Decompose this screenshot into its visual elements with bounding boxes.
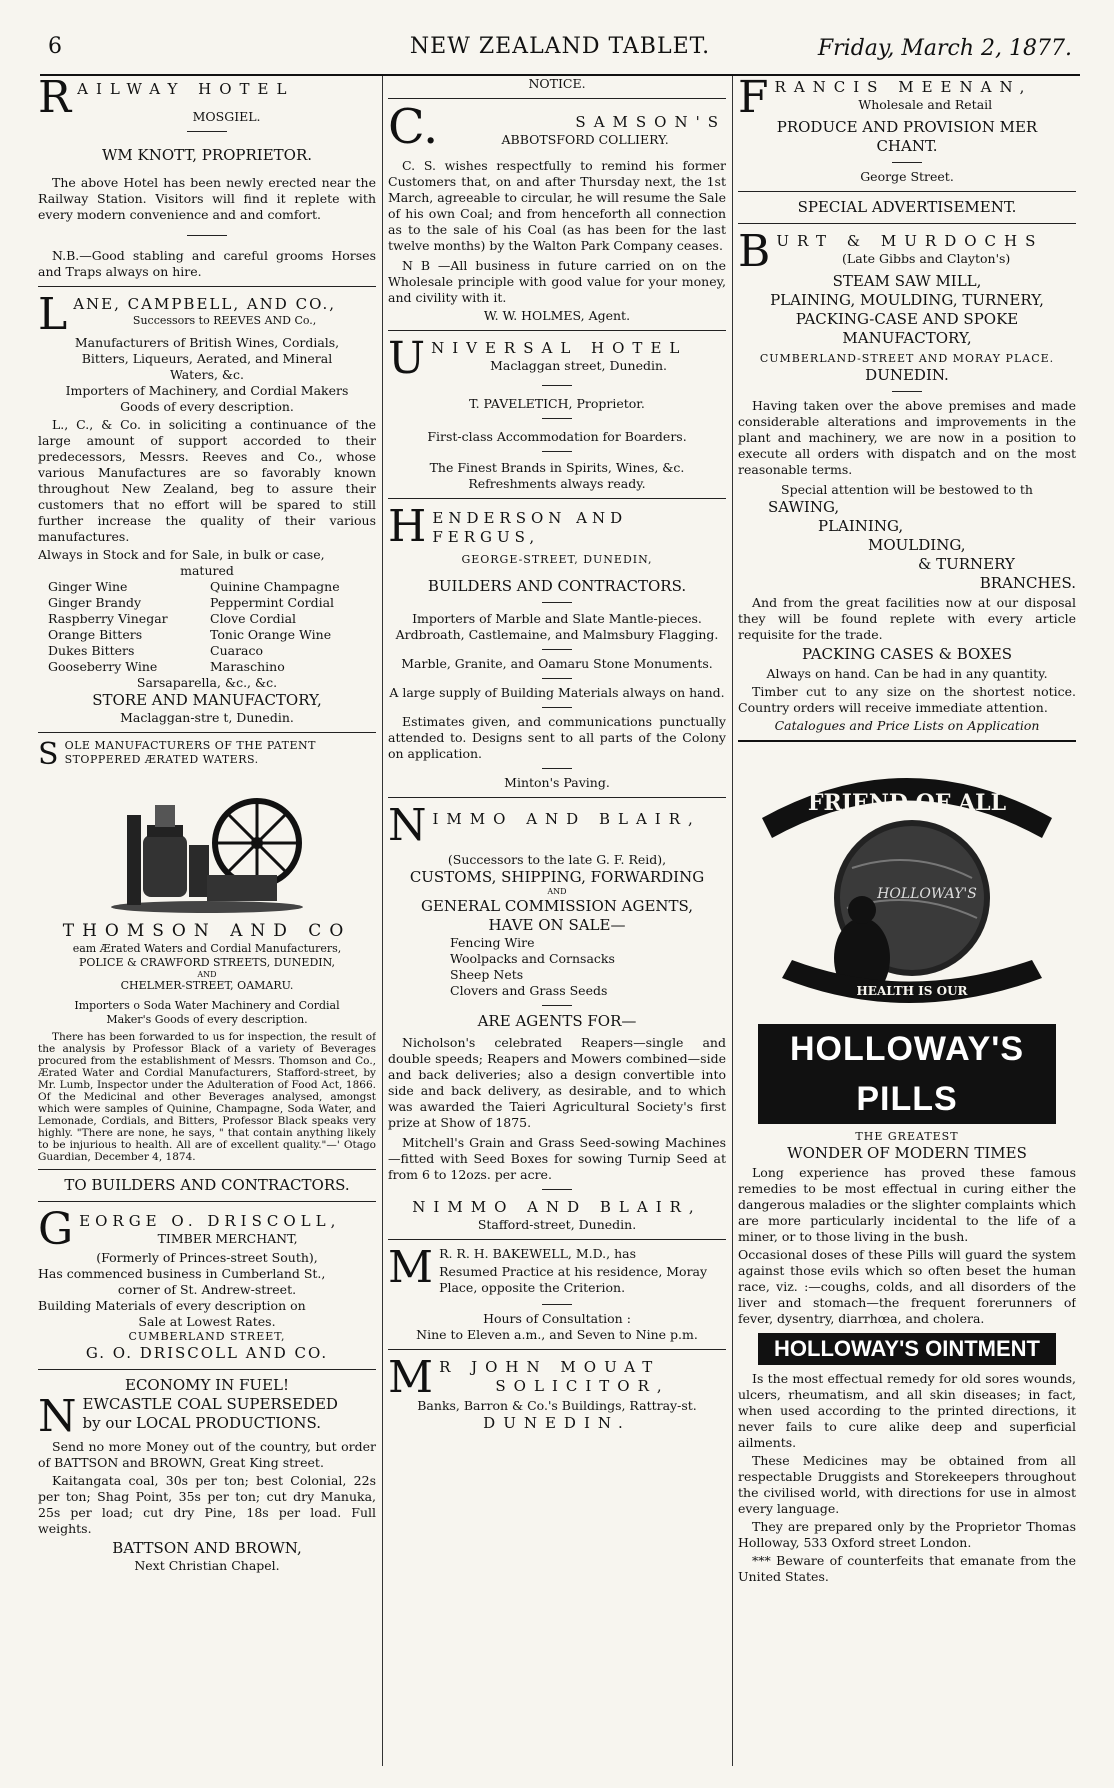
- ad-subtitle: ABBOTSFORD COLLIERY.: [501, 132, 669, 147]
- banner-bottom-text: HEALTH IS OUR: [856, 984, 968, 998]
- ad-line: DUNEDIN.: [865, 366, 949, 384]
- ad-warning: *** Beware of counterfeits that emanate from the United States.: [738, 1553, 1076, 1584]
- ad-title: R. R. H. BAKEWELL, M.D., has: [439, 1246, 637, 1261]
- company-name: NIMMO AND BLAIR,: [412, 1198, 702, 1216]
- ad-line: AND: [197, 970, 217, 979]
- proprietor: T. PAVELETICH, Proprietor.: [469, 396, 645, 411]
- list-item: Clovers and Grass Seeds: [450, 983, 608, 998]
- ad-line: PACKING-CASE AND SPOKE: [795, 310, 1019, 328]
- list-item: Tonic Orange Wine: [210, 627, 332, 642]
- ad-line: STEAM SAW MILL,: [832, 272, 982, 290]
- ad-subtitle: BUILDERS AND CONTRACTORS.: [427, 577, 687, 595]
- drop-cap: M: [388, 1352, 434, 1403]
- company-name: BATTSON AND BROWN,: [112, 1539, 302, 1557]
- ad-nb: N.B.—Good stabling and careful grooms Horses and Traps always on hire.: [38, 248, 376, 279]
- ad-mouat: [388, 1352, 726, 1433]
- ad-line: Bitters, Liqueurs, Aerated, and Mineral: [81, 351, 333, 366]
- ad-line: Importers o Soda Water Machinery and Cordial: [74, 999, 340, 1012]
- ad-title: AILWAY HOTEL: [77, 80, 295, 98]
- banner-top-text: FRIEND OF ALL: [807, 790, 1007, 816]
- list-item: Quinine Champagne: [210, 579, 340, 594]
- ad-body: They are prepared only by the Proprietor Thomas Holloway, 533 Oxford street London.: [738, 1519, 1076, 1550]
- ad-line: A large supply of Building Materials always on hand.: [389, 685, 725, 700]
- column-1: [38, 76, 376, 1766]
- drop-cap: B: [738, 226, 771, 277]
- ad-thomson: [38, 739, 376, 1163]
- list-item: Gooseberry Wine: [48, 659, 158, 674]
- ad-line: First-class Accommodation for Boarders.: [427, 429, 687, 444]
- list-item: Cuaraco: [210, 643, 264, 658]
- section-heading: ECONOMY IN FUEL!: [125, 1376, 289, 1394]
- ad-line: HAVE ON SALE—: [488, 916, 626, 934]
- ad-line: PRODUCE AND PROVISION MER: [776, 118, 1038, 136]
- proprietor: WM KNOTT, PROPRIETOR.: [101, 146, 313, 164]
- ad-line: POLICE & CRAWFORD STREETS, DUNEDIN,: [78, 956, 336, 969]
- ad-line: eam Ærated Waters and Cordial Manufacturers,: [72, 942, 342, 955]
- drop-cap: M: [388, 1242, 434, 1293]
- ad-address: GEORGE-STREET, DUNEDIN,: [461, 553, 653, 566]
- issue-date: Friday, March 2, 1877.: [817, 36, 1072, 61]
- holloways-pills-title: HOLLOWAY'S PILLS: [758, 1024, 1056, 1124]
- ad-driscoll: [38, 1204, 376, 1363]
- ad-body: L., C., & Co. in soliciting a continuance of the large amount of support accorded to their predecessors, Messrs. Reeves and Co., whose various Manufactures are so favorably known throughout New Zealand, beg to assure their customers that no effort will be spared to still further increase the quality of their various manufactures.: [38, 417, 376, 544]
- ad-line: MANUFACTORY,: [842, 329, 972, 347]
- section-heading: SPECIAL ADVERTISEMENT.: [797, 198, 1017, 216]
- ad-railway-hotel: [38, 76, 376, 280]
- ad-title: ENDERSON AND FERGUS,: [432, 509, 628, 546]
- ad-subtitle: by our LOCAL PRODUCTIONS.: [82, 1414, 321, 1432]
- column-3: [738, 76, 1076, 1766]
- product-list: [38, 579, 376, 675]
- ad-line: Importers of Marble and Slate Mantle-pieces. Ardbroath, Castlemaine, and Malmsbury Flagging.: [395, 611, 719, 642]
- ad-line: Marble, Granite, and Oamaru Stone Monuments.: [401, 656, 713, 671]
- list-item: Raspberry Vinegar: [48, 611, 168, 626]
- ad-line: Minton's Paving.: [504, 775, 610, 790]
- page-number: 6: [48, 34, 62, 59]
- drop-cap: H: [388, 501, 427, 552]
- ad-title: OLE MANUFACTURERS OF THE PATENT STOPPERED ÆRATED WATERS.: [64, 739, 316, 766]
- company-name: THOMSON AND CO: [62, 921, 352, 941]
- ad-body: Timber cut to any size on the shortest notice. Country orders will receive immediate attention.: [738, 684, 1076, 715]
- ad-title: NIVERSAL HOTEL: [431, 339, 688, 357]
- list-item: Dukes Bitters: [48, 643, 135, 658]
- ad-body: And from the great facilities now at our disposal they will be found replete with every article requisite for the trade.: [738, 595, 1076, 642]
- ad-title: SAMSON'S: [575, 113, 726, 131]
- ad-line: Special attention will be bestowed to th: [781, 482, 1033, 497]
- ad-nb: N B —All business in future carried on on the Wholesale principle with good value for your money, and civility with it.: [388, 258, 726, 305]
- ad-place: MOSGIEL.: [192, 109, 261, 124]
- ad-title: URT & MURDOCHS: [776, 232, 1044, 250]
- drop-cap: U: [388, 333, 426, 384]
- ad-line: Catalogues and Price Lists on Application: [774, 718, 1040, 733]
- ad-address: Maclaggan-stre t, Dunedin.: [120, 710, 294, 725]
- drop-cap: R: [38, 76, 72, 123]
- holloways-ointment-title: HOLLOWAY'S OINTMENT: [758, 1333, 1056, 1365]
- ad-line: GENERAL COMMISSION AGENTS,: [420, 897, 694, 915]
- ad-title: R JOHN MOUAT: [439, 1358, 661, 1376]
- ad-line: The Finest Brands in Spirits, Wines, &c.: [429, 460, 685, 475]
- ad-subtitle: Successors to REEVES AND Co.,: [132, 314, 317, 327]
- list-item: Woolpacks and Cornsacks: [450, 951, 615, 966]
- ad-address: CUMBERLAND-STREET AND MORAY PLACE.: [759, 352, 1055, 365]
- ad-line: ARE AGENTS FOR—: [477, 1012, 637, 1030]
- ad-line: Importers of Machinery, and Cordial Makers: [65, 383, 349, 398]
- company-name: G. O. DRISCOLL AND CO.: [85, 1344, 329, 1362]
- ad-notice: [388, 76, 726, 324]
- ad-line: Wholesale and Retail: [858, 97, 993, 112]
- list-item: Fencing Wire: [450, 935, 535, 950]
- ad-economy: [38, 1376, 376, 1574]
- ad-line: STORE AND MANUFACTORY,: [92, 691, 322, 709]
- drop-cap: N: [388, 800, 427, 851]
- list-item: Clove Cordial: [210, 611, 297, 626]
- ad-line: (Formerly of Princes-street South),: [96, 1250, 318, 1265]
- ad-line: CUMBERLAND STREET,: [128, 1330, 286, 1343]
- ad-subtitle: TIMBER MERCHANT,: [157, 1231, 298, 1246]
- ad-line: Refreshments always ready.: [468, 476, 646, 491]
- ad-line: PLAINING,: [818, 517, 904, 535]
- ad-line: PACKING CASES & BOXES: [802, 645, 1012, 663]
- ad-body: The above Hotel has been newly erected near the Railway Station. Visitors will find it replete with every modern convenience and and comfort.: [38, 175, 376, 222]
- drop-cap: F: [738, 76, 769, 123]
- column-divider: [382, 76, 383, 1766]
- ad-line: PLAINING, MOULDING, TURNERY,: [770, 291, 1044, 309]
- ad-title: RANCIS MEENAN,: [774, 78, 1033, 96]
- ad-line: Waters, &c.: [169, 367, 245, 382]
- ad-universal-hotel: [388, 333, 726, 492]
- list-item: Sheep Nets: [450, 967, 524, 982]
- drop-cap: L: [38, 289, 68, 340]
- ad-line: Maker's Goods of every description.: [106, 1013, 308, 1026]
- section-heading: NOTICE.: [528, 76, 586, 91]
- list-item: Ginger Wine: [48, 579, 128, 594]
- ad-body: Estimates given, and communications punctually attended to. Designs sent to all parts of the Colony on application.: [388, 714, 726, 761]
- ad-meenan: [738, 76, 1076, 185]
- ad-line: CHELMER-STREET, OAMARU.: [120, 979, 294, 992]
- ad-subtitle: SOLICITOR,: [495, 1377, 670, 1395]
- drop-cap: C.: [388, 99, 439, 155]
- list-item: Peppermint Cordial: [210, 595, 335, 610]
- ad-line: CHANT.: [876, 137, 938, 155]
- list-item: Ginger Brandy: [48, 595, 142, 610]
- ad-line: Sarsaparella, &c., &c.: [136, 675, 278, 690]
- drop-cap: N: [38, 1391, 77, 1442]
- column-2: [388, 76, 726, 1766]
- ad-title: IMMO AND BLAIR,: [432, 810, 701, 828]
- page-header: [40, 30, 1080, 70]
- ad-line: Manufacturers of British Wines, Cordials,: [74, 335, 340, 350]
- ad-line: Hours of Consultation :: [483, 1311, 631, 1326]
- ad-line: (Successors to the late G. F. Reid),: [447, 852, 667, 867]
- ad-address: Maclaggan street, Dunedin.: [490, 358, 667, 373]
- drop-cap: S: [38, 737, 59, 772]
- ad-henderson: [388, 501, 726, 791]
- globe-text: HOLLOWAY'S: [877, 886, 977, 902]
- ad-body: Is the most effectual remedy for old sores wounds, ulcers, rheumatism, and all skin diseases; in fact, when used according to the printed directions, it never fails to cure alike deep and superficial ailments.: [738, 1371, 1076, 1450]
- ad-bakewell: [388, 1242, 726, 1343]
- ad-title: EORGE O. DRISCOLL,: [79, 1212, 341, 1230]
- list-item: Maraschino: [210, 659, 285, 674]
- ad-line: MOULDING,: [868, 536, 966, 554]
- ad-address: Next Christian Chapel.: [134, 1558, 280, 1573]
- ad-line: Goods of every description.: [120, 399, 294, 414]
- ad-address: Stafford-street, Dunedin.: [477, 1217, 637, 1232]
- section-heading: TO BUILDERS AND CONTRACTORS.: [64, 1176, 350, 1194]
- ad-line: (Late Gibbs and Clayton's): [842, 251, 1011, 266]
- drop-cap: G: [38, 1204, 74, 1255]
- ad-address: Banks, Barron & Co.'s Buildings, Rattray-st.: [417, 1398, 697, 1413]
- ad-body: There has been forwarded to us for inspection, the result of the analysis by Professor Black of a variety of Beverages procured from the establishment of Messrs. Thomson and Co., Ærated Water and Cordial Manufacturers, Stafford-street, by Mr. Lumb, Inspector under the Adulteration of Food Act, 1866. Of the Medicinal and other Beverages analysed, amongst which were samples of Quinine, Champagne, Soda Water, and Lemonade, Cordials, and Bitters, Professor Black speaks very highly. "There are none, he says, " that contain anything likely to be injurious to health. All are of excellent quality."—' Otago Guardian, December 4, 1874.: [38, 1031, 376, 1163]
- ad-line: THE GREATEST: [855, 1130, 959, 1143]
- list-item: Orange Bitters: [48, 627, 143, 642]
- ad-line: corner of St. Andrew-street.: [117, 1282, 297, 1297]
- ad-body: Mitchell's Grain and Grass Seed-sowing Machines—fitted with Seed Boxes for sowing Turnip Seed at from 6 to 12ozs. per acre.: [388, 1135, 726, 1182]
- ad-body: Resumed Practice at his residence, Moray Place, opposite the Criterion.: [439, 1264, 708, 1295]
- ad-signature: W. W. HOLMES, Agent.: [483, 308, 631, 323]
- ad-line: CUSTOMS, SHIPPING, FORWARDING: [409, 868, 705, 886]
- ad-nimmo: [388, 800, 726, 1233]
- ad-line: Always in Stock and for Sale, in bulk or case,: [38, 547, 325, 562]
- sale-list: [388, 935, 726, 999]
- ad-body: Having taken over the above premises and made considerable alterations and improvements in the plant and machinery, we are now in a position to execute all orders with dispatch and on the most reasonable terms.: [738, 398, 1076, 477]
- column-divider: [732, 76, 733, 1766]
- ad-body: Send no more Money out of the country, but order of BATTSON and BROWN, Great King street.: [38, 1439, 376, 1470]
- ad-line: matured: [180, 563, 234, 578]
- ad-subtitle: WONDER OF MODERN TIMES: [787, 1144, 1027, 1162]
- ad-holloway: [738, 748, 1076, 1585]
- ad-line: AND: [547, 887, 567, 896]
- ad-line: Building Materials of every description on: [38, 1298, 306, 1313]
- ad-prices: Kaitangata coal, 30s per ton; best Colonial, 22s per ton; Shag Point, 35s per ton; cut dry Manuka, 25s per load; cut dry Pine, 18s per load. Full weights.: [38, 1473, 376, 1536]
- ad-body: These Medicines may be obtained from all respectable Druggists and Storekeepers throughout the civilised world, with directions for use in almost every language.: [738, 1453, 1076, 1516]
- soda-machine-illustration: [107, 775, 307, 915]
- ad-line: BRANCHES.: [979, 574, 1076, 592]
- paper-title: NEW ZEALAND TABLET.: [409, 34, 711, 59]
- ad-title: EWCASTLE COAL SUPERSEDED: [82, 1395, 338, 1413]
- ad-line: DUNEDIN.: [483, 1414, 631, 1432]
- ad-line: Has commenced business in Cumberland St.,: [38, 1266, 326, 1281]
- ad-line: & TURNERY: [918, 555, 1015, 573]
- friend-of-all-illustration: [742, 748, 1072, 1018]
- ad-lane-campbell: [38, 289, 376, 726]
- ad-body: Nicholson's celebrated Reapers—single and double speeds; Reapers and Mowers combined—side and back deliveries; also a design convertible into side and back delivery, as desirable, and to which was awarded the Taieri Agricultural Society's first prize at Show of 1875.: [388, 1035, 726, 1130]
- ad-title: ANE, CAMPBELL, AND CO.,: [73, 295, 337, 313]
- ad-line: Sale at Lowest Rates.: [138, 1314, 276, 1329]
- ad-body: C. S. wishes respectfully to remind his former Customers that, on and after Thursday next, the 1st March, agreeable to circular, he will resume the Sale of his own Coal; and from henceforth all connection as to the sale of his Coal (as has been for the last twelve months) by the Walton Park Company ceases.: [388, 158, 726, 253]
- ad-line: Always on hand. Can be had in any quantity.: [766, 666, 1048, 681]
- ad-burt-murdoch: [738, 198, 1076, 734]
- ad-line: SAWING,: [768, 498, 840, 516]
- ad-body: Long experience has proved these famous remedies to be most effectual in curing either the dangerous maladies or the slighter complaints which are more particularly incidental to the life of a miner, or to those living in the bush.: [738, 1165, 1076, 1244]
- ad-address: George Street.: [860, 169, 954, 184]
- ad-line: Nine to Eleven a.m., and Seven to Nine p.m.: [416, 1327, 698, 1342]
- ad-body: Occasional doses of these Pills will guard the system against those evils which so often beset the human race, viz. :—coughs, colds, and all disorders of the liver and stomach—the frequent forerunners of fever, dysentry, diarrhœa, and cholera.: [738, 1247, 1076, 1326]
